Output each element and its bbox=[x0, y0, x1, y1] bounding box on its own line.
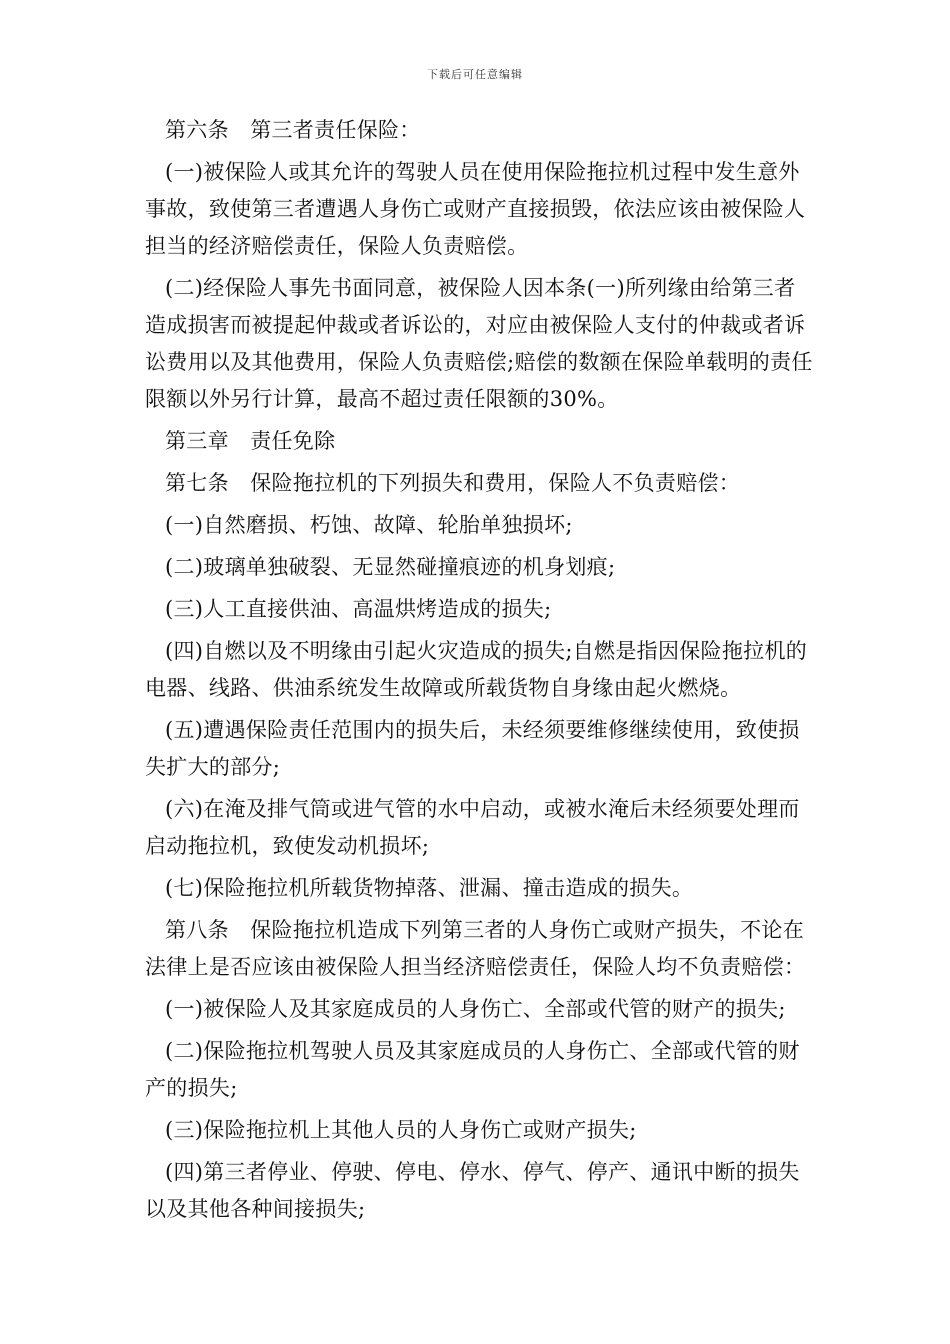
article-7-item-5: (五)遭遇保险责任范围内的损失后，未经须要维修继续使用，致使损失扩大的部分; bbox=[145, 718, 800, 779]
article-6-item-1: (一)被保险人或其允许的驾驶人员在使用保险拖拉机过程中发生意外事故，致使第三者遭遇人身伤亡或财产直接损毁，依法应该由被保险人担当的经济赔偿责任，保险人负责赔偿。 bbox=[145, 160, 806, 258]
article-8-item-1: (一)被保险人及其家庭成员的人身伤亡、全部或代管的财产的损失; bbox=[165, 997, 786, 1021]
document-body bbox=[145, 112, 813, 1233]
article-8-item-2: (二)保险拖拉机驾驶人员及其家庭成员的人身伤亡、全部或代管的财产的损失; bbox=[145, 1039, 800, 1100]
article-7-item-4: (四)自燃以及不明缘由引起火灾造成的损失;自燃是指因保险拖拉机的电器、线路、供油系统发生故障或所载货物自身缘由起火燃烧。 bbox=[145, 639, 808, 700]
chapter-3-title: 第三章 责任免除 bbox=[165, 429, 336, 453]
article-7-item-7: (七)保险拖拉机所载货物掉落、泄漏、撞击造成的损失。 bbox=[165, 876, 694, 900]
article-8-item-4: (四)第三者停业、停驶、停电、停水、停气、停产、通讯中断的损失以及其他各种间接损失; bbox=[145, 1160, 800, 1221]
article-6-title: 第六条 第三者责任保险： bbox=[165, 118, 421, 142]
article-7-item-2: (二)玻璃单独破裂、无显然碰撞痕迹的机身划痕; bbox=[165, 555, 616, 579]
article-7-item-6: (六)在淹及排气筒或进气管的水中启动，或被水淹后未经须要处理而启动拖拉机，致使发动机损坏; bbox=[145, 797, 800, 858]
article-7-title: 第七条 保险拖拉机的下列损失和费用，保险人不负责赔偿： bbox=[165, 471, 741, 495]
article-7-item-3: (三)人工直接供油、高温烘烤造成的损失; bbox=[165, 597, 552, 621]
article-7-item-1: (一)自然磨损、朽蚀、故障、轮胎单独损坏; bbox=[165, 513, 573, 537]
article-8-title: 第八条 保险拖拉机造成下列第三者的人身伤亡或财产损失，不论在法律上是否应该由被保险人担当经济赔偿责任，保险人均不负责赔偿： bbox=[145, 918, 806, 979]
article-8-item-3: (三)保险拖拉机上其他人员的人身伤亡或财产损失; bbox=[165, 1118, 637, 1142]
article-6-item-2: (二)经保险人事先书面同意，被保险人因本条(一)所列缘由给第三者造成损害而被提起仲裁或者诉讼的，对应由被保险人支付的仲裁或者诉讼费用以及其他费用，保险人负责赔偿;赔偿的数额在保险单载明的责任限额以外另行计算，最高不超过责任限额的30%。 bbox=[145, 276, 813, 411]
page-header: 下载后可任意编辑 bbox=[427, 68, 523, 81]
